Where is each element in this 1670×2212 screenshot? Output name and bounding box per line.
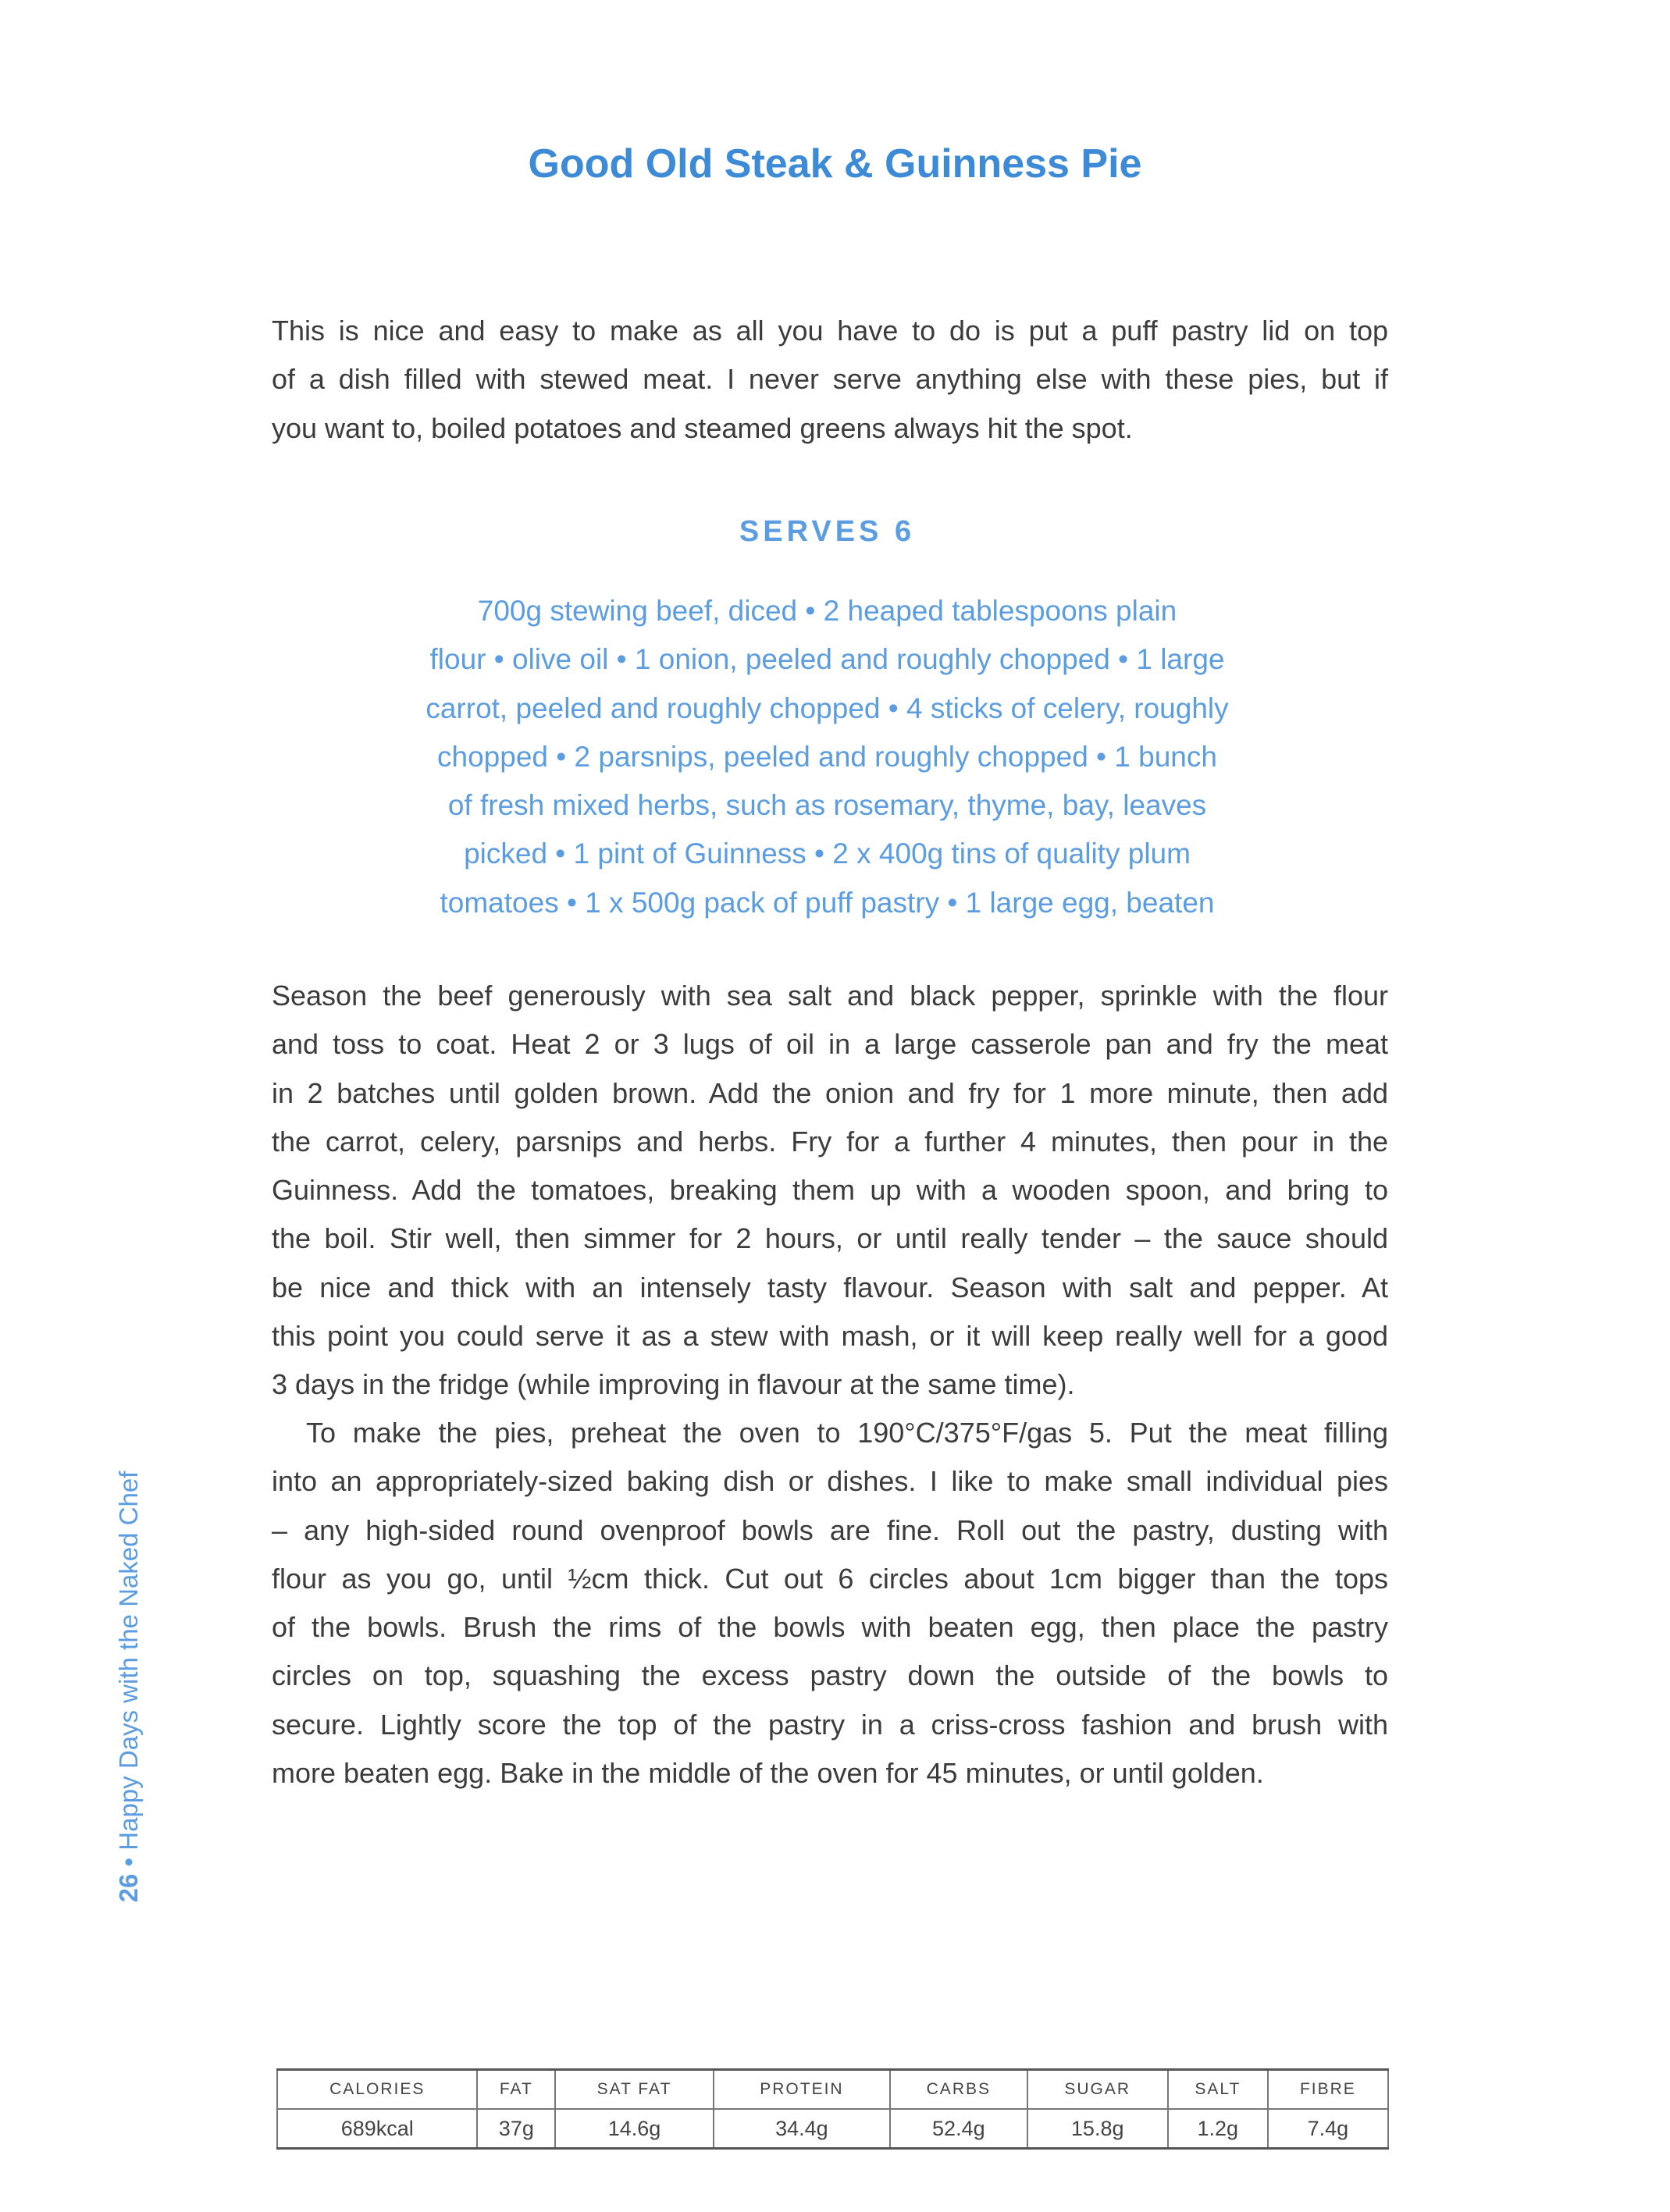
serves-heading: SERVES 6 <box>739 515 916 548</box>
text-line: 700g stewing beef, diced • 2 heaped tablespoons plain <box>477 595 1177 627</box>
page-number: 26 <box>114 1873 143 1903</box>
text-line: you want to, boiled potatoes and steamed greens always hit the spot. <box>272 411 1133 444</box>
nutrition-header: FAT <box>477 2070 555 2110</box>
text-line: tomatoes • 1 x 500g pack of puff pastry • 1 large egg, beaten <box>440 886 1215 919</box>
method-paragraph-2 <box>272 1409 1388 1798</box>
text-line: the boil. Stir well, then simmer for 2 hours, or until really tender – the sauce should <box>272 1222 1388 1255</box>
text-line: flour • olive oil • 1 onion, peeled and roughly chopped • 1 large <box>429 643 1225 676</box>
nutrition-value: 689kcal <box>277 2109 477 2149</box>
intro-paragraph <box>272 307 1388 453</box>
text-line: in 2 batches until golden brown. Add the onion and fry for 1 more minute, then add <box>272 1076 1388 1109</box>
footer-separator: • <box>114 1857 143 1867</box>
text-line: this point you could serve it as a stew with mash, or it will keep really well for a good <box>272 1320 1388 1353</box>
nutrition-table <box>276 2068 1389 2150</box>
nutrition-header: CARBS <box>890 2070 1027 2110</box>
text-line: of fresh mixed herbs, such as rosemary, thyme, bay, leaves <box>447 789 1207 822</box>
text-line: 3 days in the fridge (while improving in flavour at the same time). <box>272 1368 1075 1401</box>
nutrition-header: SUGAR <box>1027 2070 1168 2110</box>
recipe-title: Good Old Steak & Guinness Pie <box>528 141 1142 187</box>
text-line: picked • 1 pint of Guinness • 2 x 400g tins of quality plum <box>464 838 1191 870</box>
text-line: To make the pies, preheat the oven to 190°C/375°F/gas 5. Put the meat filling <box>306 1417 1388 1449</box>
text-line: be nice and thick with an intensely tasty flavour. Season with salt and pepper. At <box>272 1271 1388 1303</box>
nutrition-value: 1.2g <box>1168 2109 1268 2149</box>
text-line: Season the beef generously with sea salt and black pepper, sprinkle with the flour <box>272 980 1388 1012</box>
nutrition-value: 37g <box>477 2109 555 2149</box>
text-line: of a dish filled with stewed meat. I never serve anything else with these pies, but if <box>272 363 1388 396</box>
nutrition-header: CALORIES <box>277 2070 477 2110</box>
nutrition-header: SAT FAT <box>555 2070 714 2110</box>
nutrition-value: 7.4g <box>1268 2109 1388 2149</box>
nutrition-header: SALT <box>1168 2070 1268 2110</box>
page-footer <box>114 1471 144 1903</box>
book-title: Happy Days with the Naked Chef <box>114 1471 143 1851</box>
text-line: the carrot, celery, parsnips and herbs. Fry for a further 4 minutes, then pour in the <box>272 1125 1388 1158</box>
text-line: carrot, peeled and roughly chopped • 4 sticks of celery, roughly <box>426 692 1229 724</box>
text-line: – any high-sided round ovenproof bowls are fine. Roll out the pastry, dusting with <box>272 1513 1388 1546</box>
text-line: circles on top, squashing the excess pastry down the outside of the bowls to <box>272 1659 1388 1692</box>
text-line: secure. Lightly score the top of the pastry in a criss-cross fashion and brush with <box>272 1708 1388 1741</box>
ingredients-list <box>0 587 1654 927</box>
nutrition-header: PROTEIN <box>714 2070 890 2110</box>
text-line: chopped • 2 parsnips, peeled and roughly chopped • 1 bunch <box>437 740 1217 773</box>
text-line: Guinness. Add the tomatoes, breaking them up with a wooden spoon, and bring to <box>272 1174 1388 1207</box>
text-line: and toss to coat. Heat 2 or 3 lugs of oil in a large casserole pan and fry the meat <box>272 1028 1388 1061</box>
nutrition-value: 14.6g <box>555 2109 714 2149</box>
text-line: flour as you go, until ½cm thick. Cut out 6 circles about 1cm bigger than the tops <box>272 1562 1388 1595</box>
nutrition-value: 34.4g <box>714 2109 890 2149</box>
text-line: more beaten egg. Bake in the middle of the oven for 45 minutes, or until golden. <box>272 1757 1264 1790</box>
nutrition-value: 15.8g <box>1027 2109 1168 2149</box>
text-line: into an appropriately-sized baking dish or dishes. I like to make small individual pies <box>272 1465 1388 1498</box>
text-line: of the bowls. Brush the rims of the bowls with beaten egg, then place the pastry <box>272 1611 1388 1644</box>
nutrition-header: FIBRE <box>1268 2070 1388 2110</box>
text-line: This is nice and easy to make as all you have to do is put a puff pastry lid on top <box>272 315 1388 347</box>
nutrition-value: 52.4g <box>890 2109 1027 2149</box>
method-paragraph-1 <box>272 972 1388 1410</box>
